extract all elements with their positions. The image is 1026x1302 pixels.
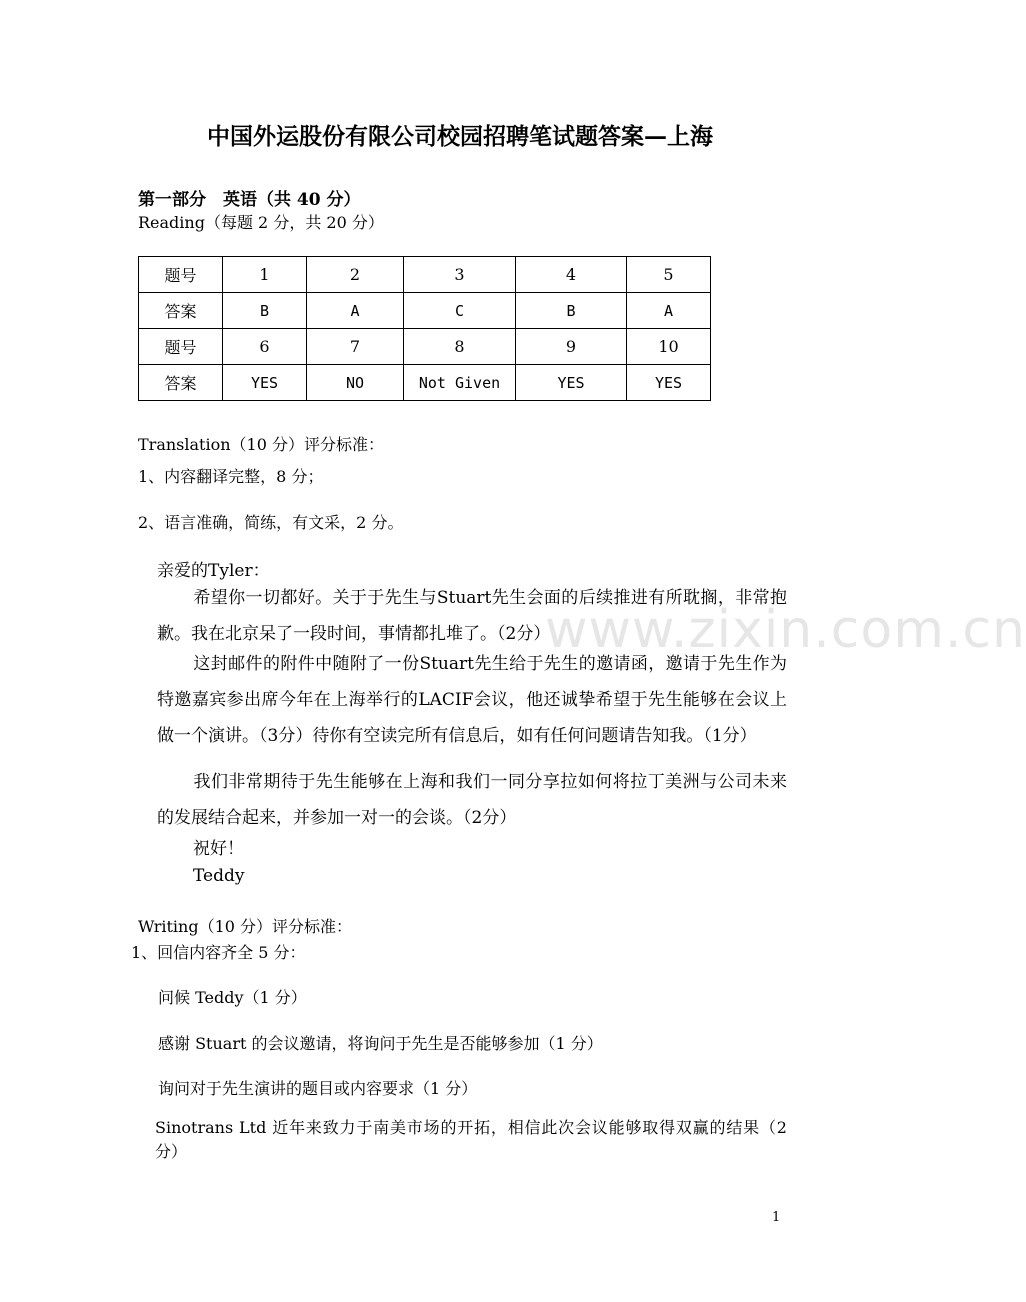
table-cell-header: 答案 — [139, 293, 223, 329]
table-cell: B — [223, 293, 307, 329]
translation-criterion-1: 1、内容翻译完整，8 分； — [138, 467, 324, 486]
letter-salutation: 亲爱的Tyler： — [157, 561, 270, 581]
table-cell-header: 题号 — [139, 257, 223, 293]
letter-paragraph-1 — [157, 580, 787, 652]
writing-point: 感谢 Stuart 的会议邀请，将询问于先生是否能够参加（1 分） — [158, 1034, 603, 1053]
table-cell: B — [516, 293, 627, 329]
table-cell: NO — [307, 365, 404, 401]
writing-point: 询问对于先生演讲的题目或内容要求（1 分） — [158, 1079, 478, 1098]
document-title: 中国外运股份有限公司校园招聘笔试题答案—上海 — [207, 123, 713, 150]
letter-signature: Teddy — [193, 866, 245, 886]
writing-point: 问候 Teddy（1 分） — [158, 988, 307, 1007]
letter-paragraph-3 — [157, 764, 787, 836]
table-cell: 5 — [627, 257, 711, 293]
table-cell: 2 — [307, 257, 404, 293]
page-number: 1 — [772, 1210, 781, 1225]
letter-paragraph-3-text: 我们非常期待于先生能够在上海和我们一同分享拉如何将拉丁美洲与公司未来的发展结合起来，并参加一对一的会谈。（2分） — [157, 772, 787, 828]
table-cell: C — [404, 293, 516, 329]
table-cell: A — [307, 293, 404, 329]
table-cell: 4 — [516, 257, 627, 293]
table-cell: YES — [516, 365, 627, 401]
table-cell: A — [627, 293, 711, 329]
table-cell: 7 — [307, 329, 404, 365]
table-row — [139, 365, 711, 401]
translation-heading: Translation（10 分）评分标准： — [138, 435, 384, 454]
table-cell: Not Given — [404, 365, 516, 401]
table-cell: 6 — [223, 329, 307, 365]
reading-heading: Reading（每题 2 分，共 20 分） — [138, 213, 384, 232]
table-cell: 8 — [404, 329, 516, 365]
table-row — [139, 257, 711, 293]
table-cell: 3 — [404, 257, 516, 293]
section-heading-english: 第一部分 英语（共 40 分） — [138, 190, 361, 210]
writing-heading: Writing（10 分）评分标准： — [138, 917, 353, 936]
table-cell: YES — [223, 365, 307, 401]
table-cell: YES — [627, 365, 711, 401]
watermark: www.zixin.com.cn — [545, 600, 1026, 660]
letter-paragraph-2-text: 这封邮件的附件中随附了一份Stuart先生给于先生的邀请函，邀请于先生作为特邀嘉宾参出席今年在上海举行的LACIF会议，他还诚挚希望于先生能够在会议上做一个演讲。（3分）待你有空读完所有信息后，如有任何问题请告知我。（1分） — [157, 654, 787, 746]
letter-closing: 祝好！ — [193, 839, 244, 859]
translation-criterion-2: 2、语言准确，简练，有文采，2 分。 — [138, 513, 404, 532]
table-cell: 9 — [516, 329, 627, 365]
table-cell-header: 题号 — [139, 329, 223, 365]
table-cell: 10 — [627, 329, 711, 365]
writing-point: Sinotrans Ltd 近年来致力于南美市场的开拓，相信此次会议能够取得双赢的结果（2 分） — [155, 1118, 787, 1161]
letter-paragraph-1-text: 希望你一切都好。关于于先生与Stuart先生会面的后续推进有所耽搁，非常抱歉。我在北京呆了一段时间，事情都扎堆了。（2分） — [157, 588, 787, 644]
table-cell: 1 — [223, 257, 307, 293]
table-cell-header: 答案 — [139, 365, 223, 401]
table-row — [139, 293, 711, 329]
letter-paragraph-2 — [157, 646, 787, 754]
answer-table — [138, 256, 711, 401]
table-row — [139, 329, 711, 365]
writing-criterion-1: 1、回信内容齐全 5 分： — [131, 943, 306, 962]
